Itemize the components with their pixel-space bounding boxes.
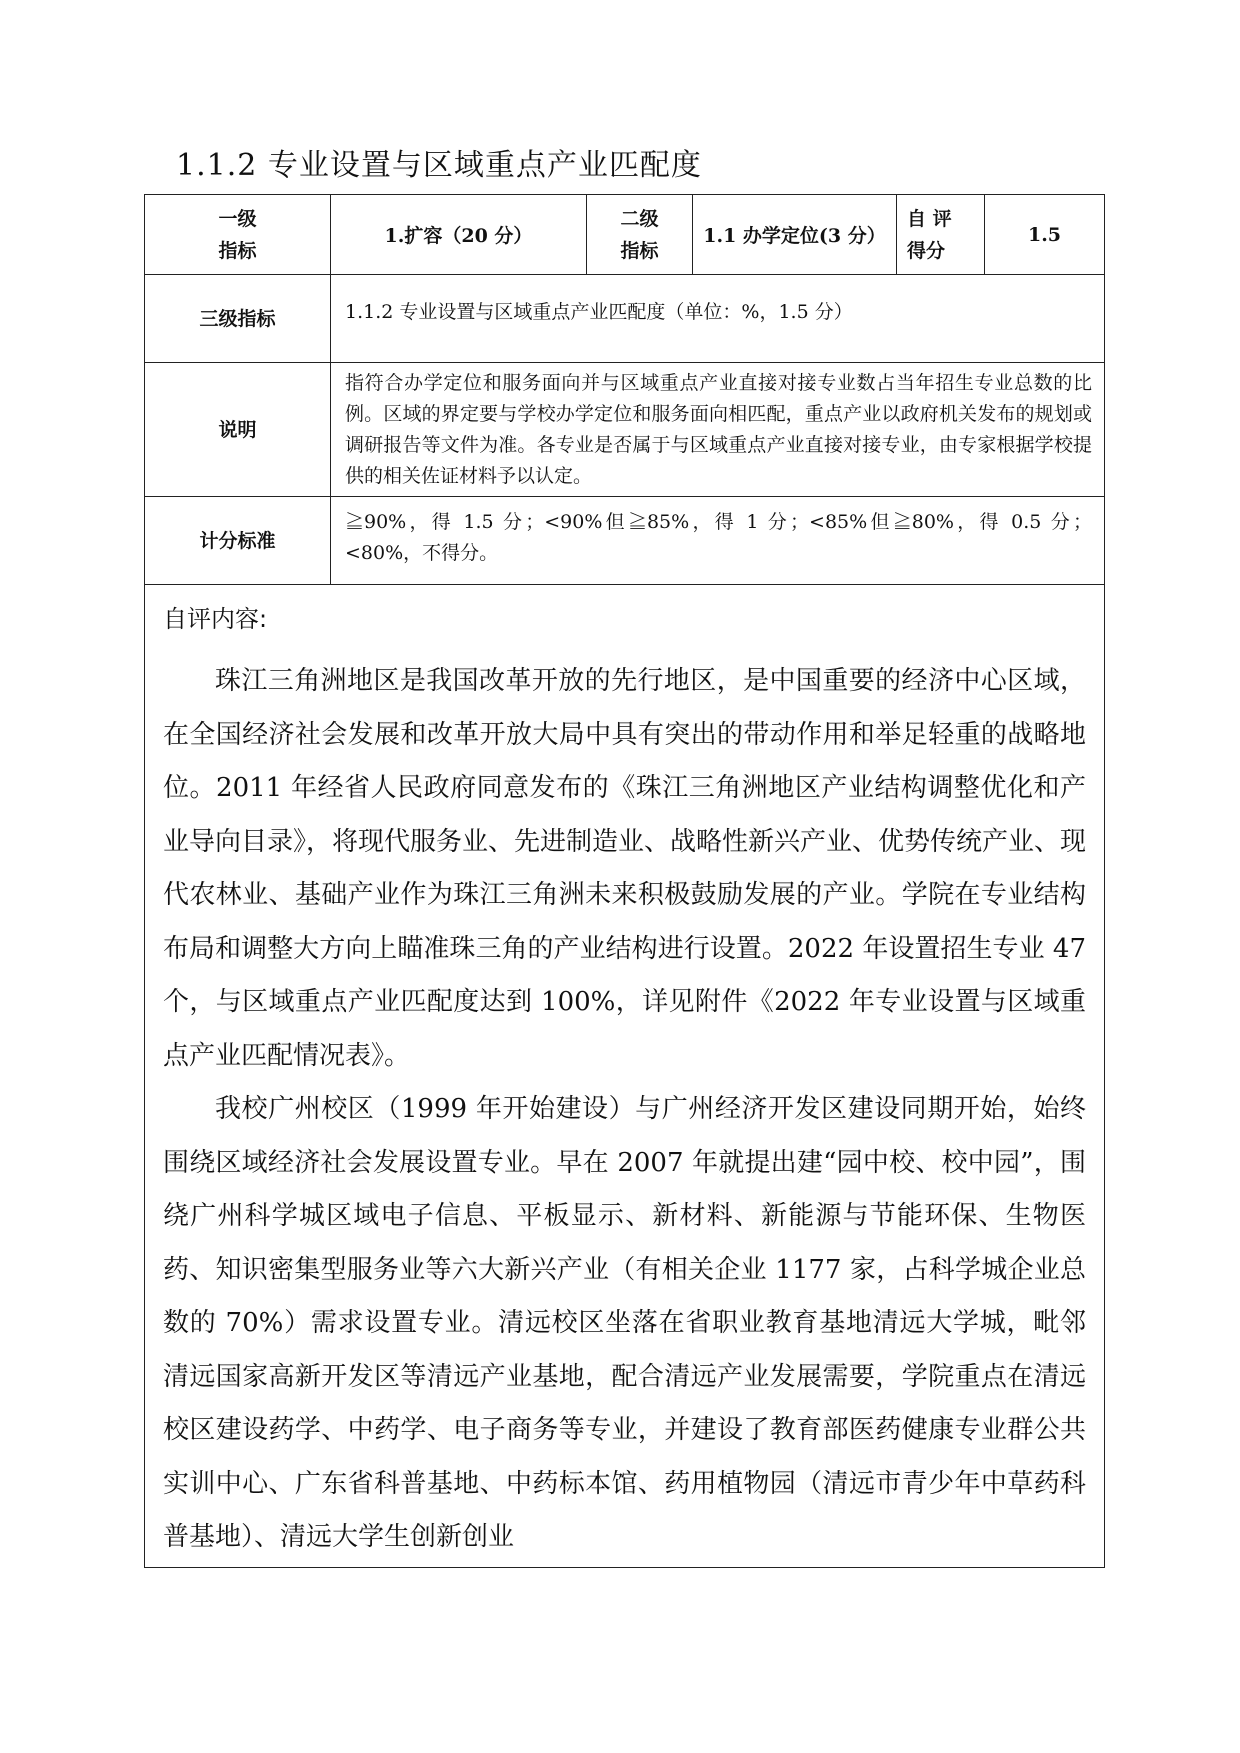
scoring-value: ≧90%，得 1.5 分；<90%但≧85%，得 1 分；<85%但≧80%，得 0.5 分；<80%，不得分。: [331, 497, 1105, 585]
explanation-label: 说明: [145, 363, 331, 497]
self-score-value: 1.5: [985, 195, 1105, 275]
scoring-label: 计分标准: [145, 497, 331, 585]
self-eval-label: 自评内容:: [163, 605, 268, 633]
self-eval-cell: [145, 585, 1105, 1568]
scoring-row: [145, 497, 1105, 585]
self-eval-row: [145, 585, 1105, 1568]
self-eval-paragraph-1: 珠江三角洲地区是我国改革开放的先行地区，是中国重要的经济中心区域，在全国经济社会发展和改革开放大局中具有突出的带动作用和举足轻重的战略地位。2011 年经省人民政府同意发布的《珠江三角洲地区产业结构调整优化和产业导向目录》，将现代服务业、先进制造业、战略性新兴产业、优势传统产业、现代农林业、基础产业作为珠江三角洲未来积极鼓励发展的产业。学院在专业结构布局和调整大方向上瞄准珠三角的产业结构进行设置。2022 年设置招生专业 47 个，与区域重点产业匹配度达到 100%，详见附件《2022 年专业设置与区域重点产业匹配情况表》。: [163, 666, 1087, 1071]
explanation-row: [145, 363, 1105, 497]
level2-label: 二级 指标: [587, 195, 693, 275]
level3-label: 三级指标: [145, 275, 331, 363]
level3-row: [145, 275, 1105, 363]
section-heading: 1.1.2 专业设置与区域重点产业匹配度: [176, 148, 702, 183]
level1-value: 1.扩容（20 分）: [331, 195, 587, 275]
header-row: [145, 195, 1105, 275]
evaluation-table: [144, 194, 1105, 1568]
level1-label: 一级 指标: [145, 195, 331, 275]
self-eval-paragraph-2: 我校广州校区（1999 年开始建设）与广州经济开发区建设同期开始，始终围绕区域经济社会发展设置专业。早在 2007 年就提出建“园中校、校中园”，围绕广州科学城区域电子信息、平板显示、新材料、新能源与节能环保、生物医药、知识密集型服务业等六大新兴产业（有相关企业 1177 家，占科学城企业总数的 70%）需求设置专业。清远校区坐落在省职业教育基地清远大学城，毗邻清远国家高新开发区等清远产业基地，配合清远产业发展需要，学院重点在清远校区建设药学、中药学、电子商务等专业，并建设了教育部医药健康专业群公共实训中心、广东省科普基地、中药标本馆、药用植物园（清远市青少年中草药科普基地）、清远大学生创新创业: [163, 1094, 1086, 1552]
explanation-value: 指符合办学定位和服务面向并与区域重点产业直接对接专业数占当年招生专业总数的比例。区域的界定要与学校办学定位和服务面向相匹配，重点产业以政府机关发布的规划或调研报告等文件为准。各专业是否属于与区域重点产业直接对接专业，由专家根据学校提供的相关佐证材料予以认定。: [331, 363, 1105, 497]
self-score-label: 自 评 得分: [897, 195, 985, 275]
level3-value: 1.1.2 专业设置与区域重点产业匹配度（单位：%，1.5 分）: [331, 275, 1105, 363]
level2-value: 1.1 办学定位(3 分）: [693, 195, 897, 275]
